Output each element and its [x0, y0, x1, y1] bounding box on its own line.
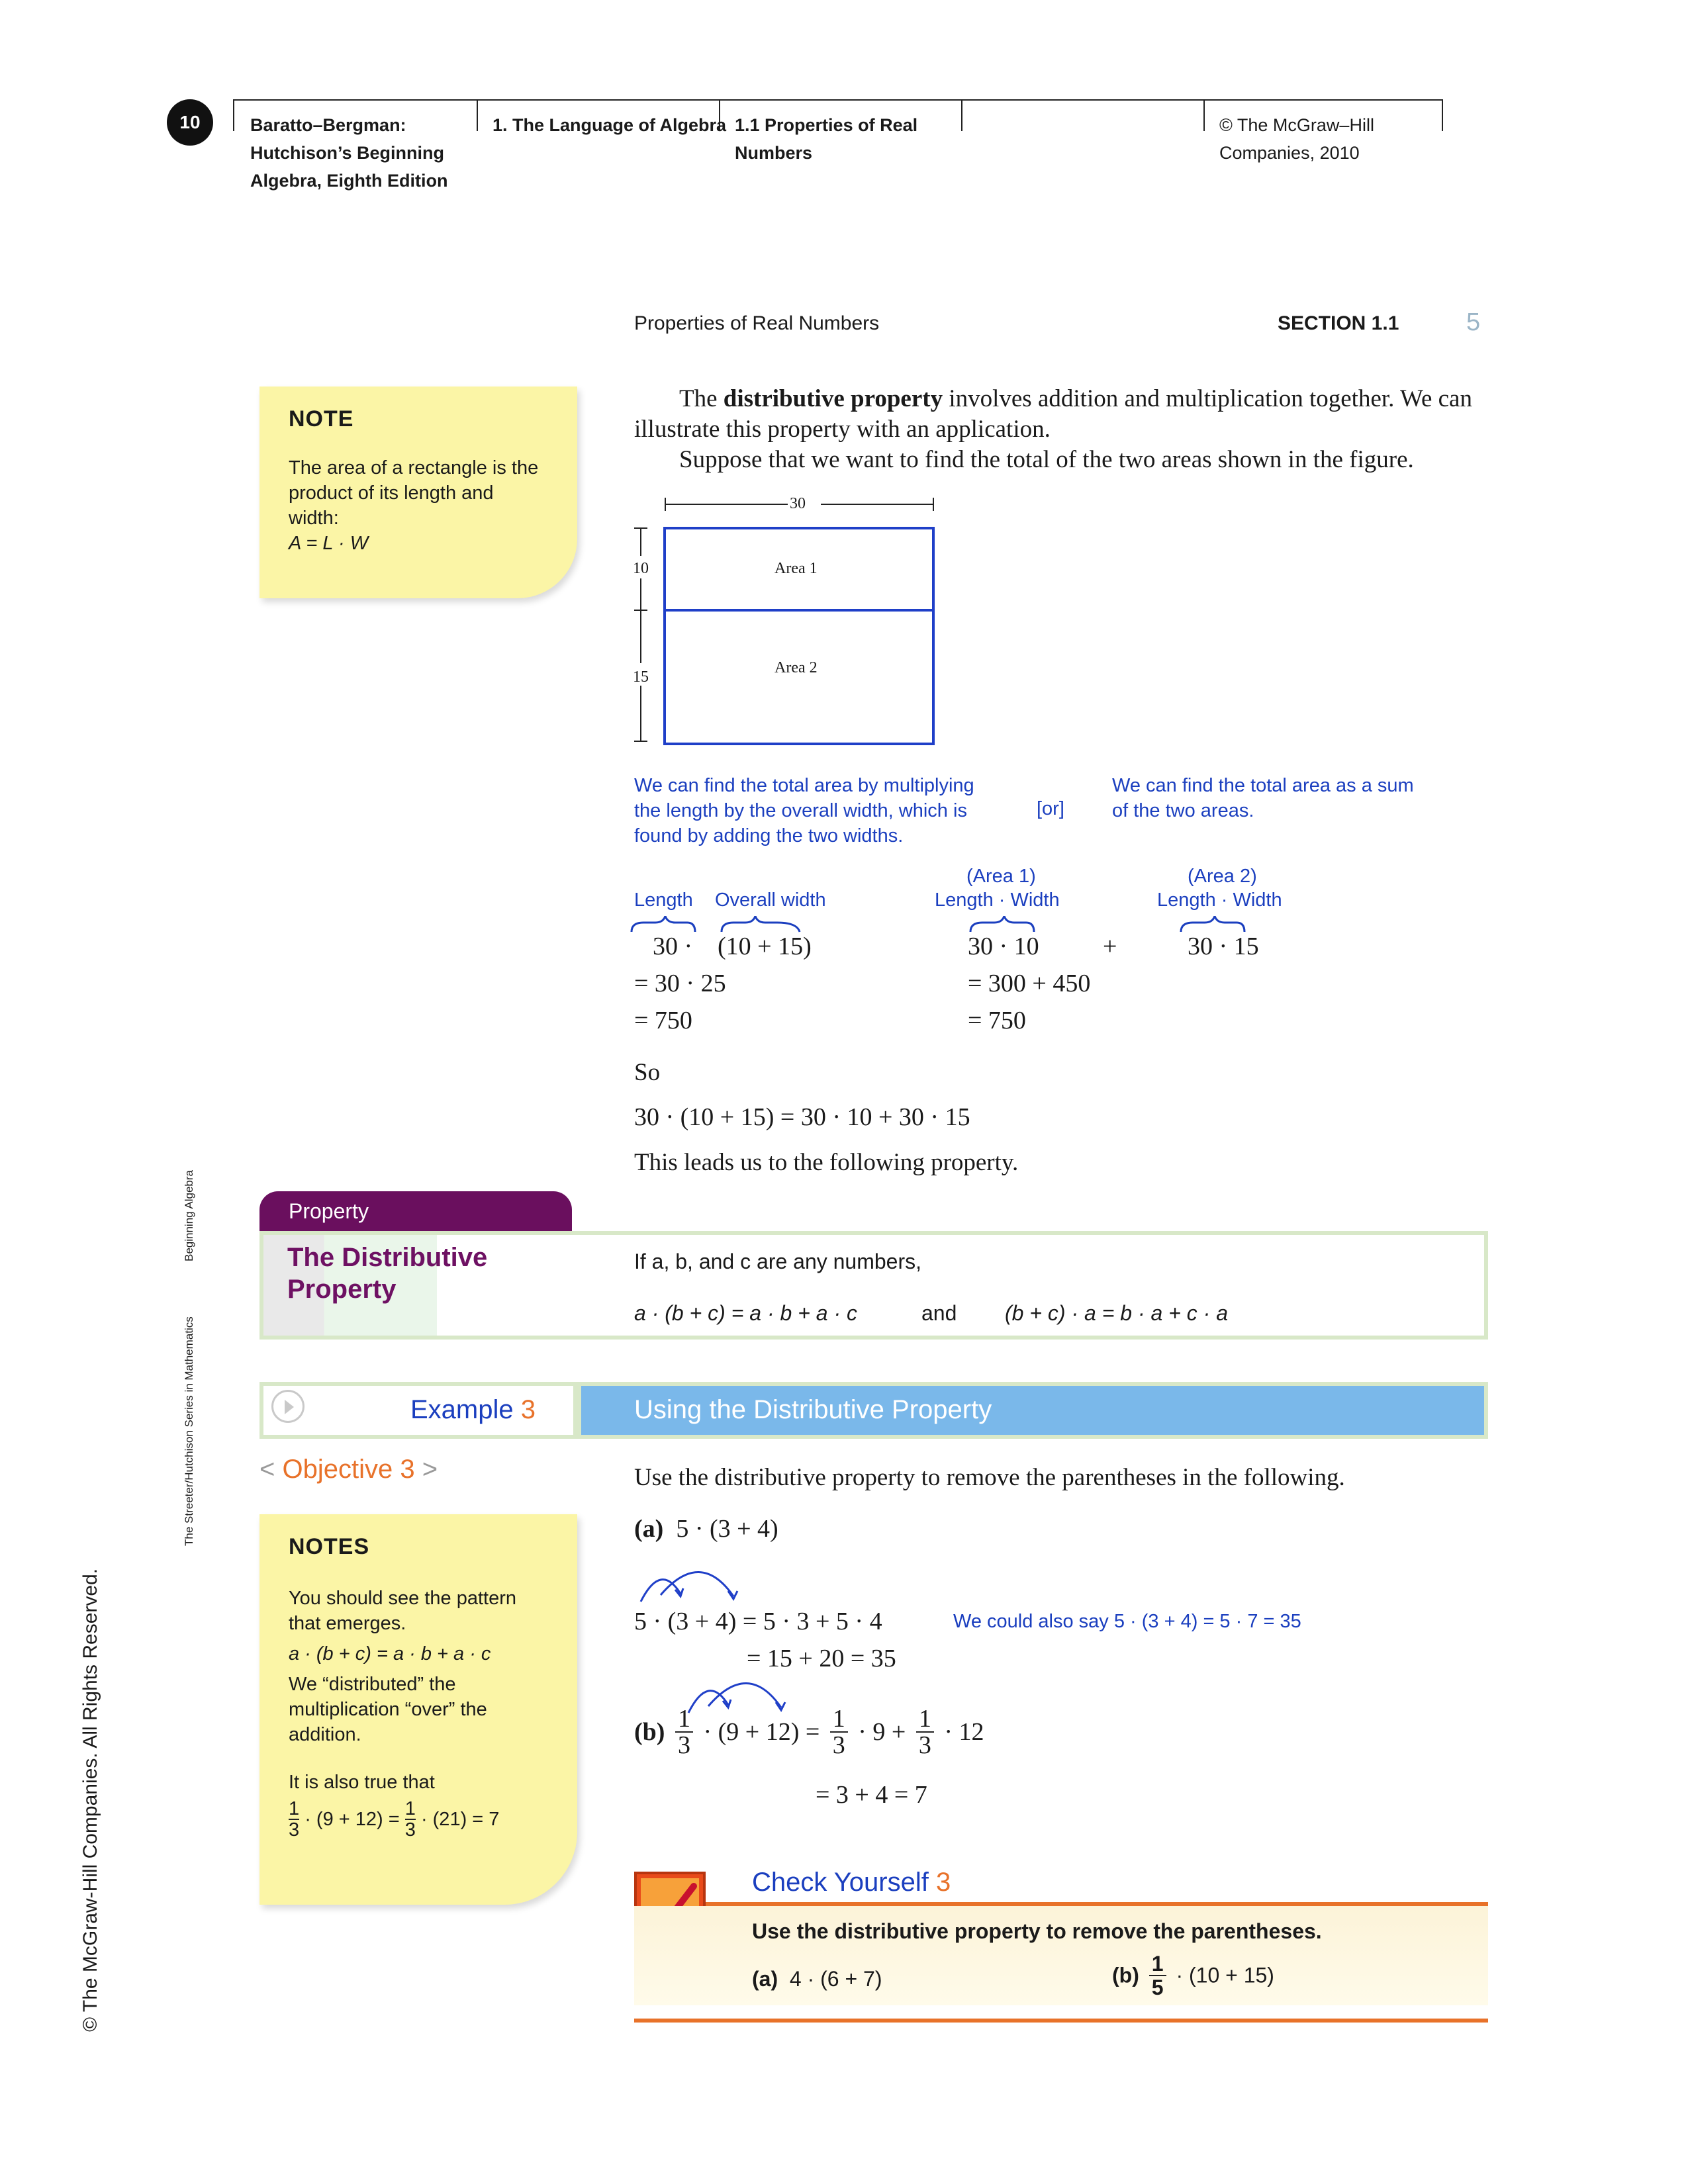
area2-rect	[663, 609, 935, 745]
part-a-line1: 5 · (3 + 4) = 5 · 3 + 5 · 4	[634, 1608, 882, 1635]
header-divider	[961, 99, 962, 131]
objective-link[interactable]: < Objective 3 >	[259, 1455, 438, 1484]
property-statement: If a, b, and c are any numbers,	[634, 1250, 922, 1273]
property-formula1: a · (b + c) = a · b + a · c	[634, 1301, 858, 1325]
spine-copyright: © The McGraw-Hill Companies. All Rights Reserved.	[79, 1568, 101, 2032]
notes-title: NOTES	[289, 1534, 370, 1559]
explain-right: We can find the total area as a sum of the two areas.	[1112, 775, 1414, 821]
example-instruction: Use the distributive property to remove the parentheses in the following.	[634, 1464, 1345, 1491]
part-b-line2: = 3 + 4 = 7	[816, 1781, 927, 1809]
width-label: 30	[790, 495, 806, 512]
calc-left-line2: = 30 · 25	[634, 970, 726, 997]
page-badge: 10	[167, 99, 213, 146]
area1-sub: Length · Width	[935, 889, 1060, 911]
distribution-arrows-a	[634, 1562, 747, 1608]
calc-right-line2: = 300 + 450	[968, 970, 1091, 997]
area2-sub: Length · Width	[1157, 889, 1282, 911]
brace-marks	[629, 916, 1132, 936]
so-word: So	[634, 1059, 661, 1086]
running-title: Properties of Real Numbers	[634, 312, 880, 334]
check-yourself-b: (b) $\frac{1}{5}$ · (10 + 15)	[1112, 1952, 1274, 1999]
note-title: NOTE	[289, 406, 354, 432]
area1-label: Area 1	[774, 560, 818, 577]
part-b-line1: (b) $\frac{1}{3}$ · (9 + 12) = $\frac{1}{3}$ · 9 + $\frac{1}{3}$ · 12	[634, 1705, 984, 1759]
height1-label: 10	[633, 560, 649, 577]
calc-right-term2: 30 · 15	[1188, 933, 1259, 960]
label-overall-width: Overall width	[715, 889, 826, 911]
example-label: Example 3	[410, 1395, 536, 1424]
check-yourself-instruction: Use the distributive property to remove the parentheses.	[752, 1919, 1322, 1943]
header-rule	[233, 99, 1443, 101]
calc-right-term1: 30 · 10	[968, 933, 1039, 960]
explain-or: [or]	[1037, 798, 1064, 819]
calc-right-plus: +	[1103, 933, 1117, 960]
notes-card	[259, 1514, 577, 1905]
header-divider	[1442, 99, 1443, 131]
header-book-info: Baratto–Bergman: Hutchison’s Beginning Algebra, Eighth Edition	[250, 115, 448, 191]
note-text: The area of a rectangle is the product of its length and width: A = L · W	[289, 457, 539, 554]
calc-right-line3: = 750	[968, 1007, 1026, 1034]
explain-left: We can find the total area by multiplying the length by the overall width, which is found by adding the two widths.	[634, 775, 974, 846]
area2-header: (Area 2)	[1188, 866, 1257, 887]
height2-label: 15	[633, 668, 649, 686]
part-a-note: We could also say 5 · (3 + 4) = 5 · 7 = 35	[953, 1611, 1301, 1632]
check-yourself-bottom-rule	[634, 2019, 1488, 2023]
check-yourself-a: (a) 4 · (6 + 7)	[752, 1967, 882, 1991]
header-divider	[1203, 99, 1205, 131]
calc-left-term1: 30 ·	[653, 933, 693, 960]
spine-book: Beginning Algebra	[183, 1169, 195, 1261]
calc-left-term2: (10 + 15)	[718, 933, 812, 960]
page-number: 5	[1466, 308, 1481, 336]
part-a-line2: = 15 + 20 = 35	[747, 1645, 896, 1672]
play-icon[interactable]	[271, 1390, 305, 1423]
notes-text: You should see the pattern that emerges. a · (b + c) = a · b + a · c We “distributed” the multiplication “over” the addition. It is also true that	[289, 1588, 516, 1793]
label-length: Length	[634, 889, 693, 911]
running-section: SECTION 1.1	[1278, 312, 1399, 334]
area1-header: (Area 1)	[966, 866, 1036, 887]
header-section: 1.1 Properties of Real Numbers	[735, 115, 918, 163]
lead-sentence: This leads us to the following property.	[634, 1149, 1019, 1176]
header-divider	[233, 99, 234, 131]
header-chapter: 1. The Language of Algebra	[492, 115, 727, 135]
intro-paragraph: The distributive property involves addition and multiplication together. We can illustrate this property with an application. Suppose that we want to find the total of the two areas shown in the figure.	[634, 385, 1472, 473]
check-yourself-title: Check Yourself 3	[752, 1868, 951, 1897]
example-title: Using the Distributive Property	[634, 1395, 992, 1424]
header-copyright: © The McGraw–Hill Companies, 2010	[1219, 115, 1374, 163]
property-tab: Property	[259, 1191, 572, 1232]
property-name: The Distributive Property	[287, 1243, 488, 1304]
property-formula2: (b + c) · a = b · a + c · a	[1005, 1301, 1229, 1325]
header-divider	[477, 99, 478, 131]
notes-fraction-eq: $\frac{1}{3}$ · (9 + 12) = $\frac{1}{3}$ · (21) = 7	[289, 1798, 500, 1841]
part-a-question: (a) 5 · (3 + 4)	[634, 1515, 778, 1543]
calc-left-line3: = 750	[634, 1007, 692, 1034]
note-card	[259, 387, 577, 598]
property-and: and	[921, 1301, 957, 1325]
so-equation: 30 · (10 + 15) = 30 · 10 + 30 · 15	[634, 1103, 970, 1131]
spine-series: The Streeter/Hutchison Series in Mathematics	[183, 1316, 195, 1546]
area2-label: Area 2	[774, 659, 818, 676]
